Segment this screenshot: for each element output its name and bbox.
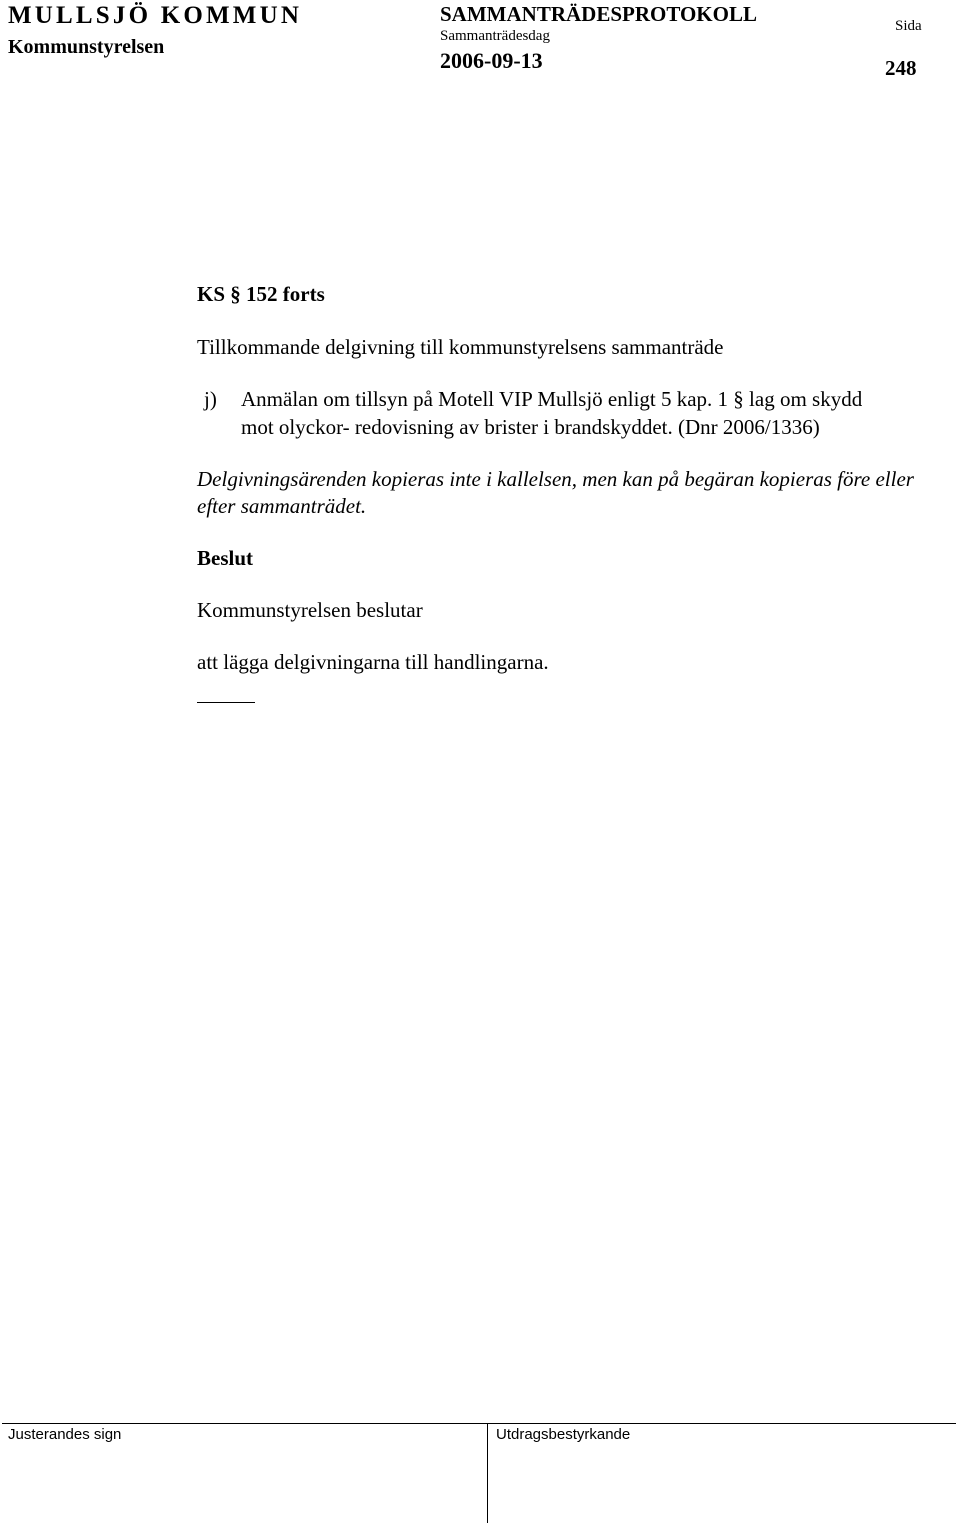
- item-text-line-2: mot olyckor- redovisning av brister i brandskyddet. (Dnr 2006/1336): [241, 415, 820, 439]
- document-type: SAMMANTRÄDESPROTOKOLL: [440, 2, 757, 26]
- decision-text: att lägga delgivningarna till handlingarna.: [197, 650, 549, 674]
- certification-field-label: Utdragsbestyrkande: [496, 1426, 631, 1443]
- section-title: KS § 152 forts: [197, 282, 325, 306]
- item-text-line-1: Anmälan om tillsyn på Motell VIP Mullsjö enligt 5 kap. 1 § lag om skydd: [241, 387, 863, 411]
- item-marker: j): [204, 387, 217, 411]
- decision-maker: Kommunstyrelsen beslutar: [197, 598, 423, 622]
- page-label: Sida: [895, 18, 922, 34]
- signature-field-label: Justerandes sign: [8, 1426, 122, 1443]
- organization-unit: Kommunstyrelsen: [8, 36, 165, 58]
- organization-name: MULLSJÖ KOMMUN: [8, 2, 303, 29]
- decision-heading: Beslut: [197, 546, 254, 570]
- end-rule: [197, 702, 255, 703]
- delivery-note: Delgivningsärenden kopieras inte i kallelsen, men kan på begäran kopieras före eller efter sammanträdet.: [197, 467, 914, 518]
- page-number: 248: [885, 56, 917, 80]
- meeting-date: 2006-09-13: [440, 48, 543, 73]
- footer-divider: [487, 1423, 488, 1523]
- meeting-date-label: Sammanträdesdag: [440, 28, 550, 44]
- footer-rule: [2, 1423, 956, 1424]
- section-subject: Tillkommande delgivning till kommunstyrelsens sammanträde: [197, 335, 724, 359]
